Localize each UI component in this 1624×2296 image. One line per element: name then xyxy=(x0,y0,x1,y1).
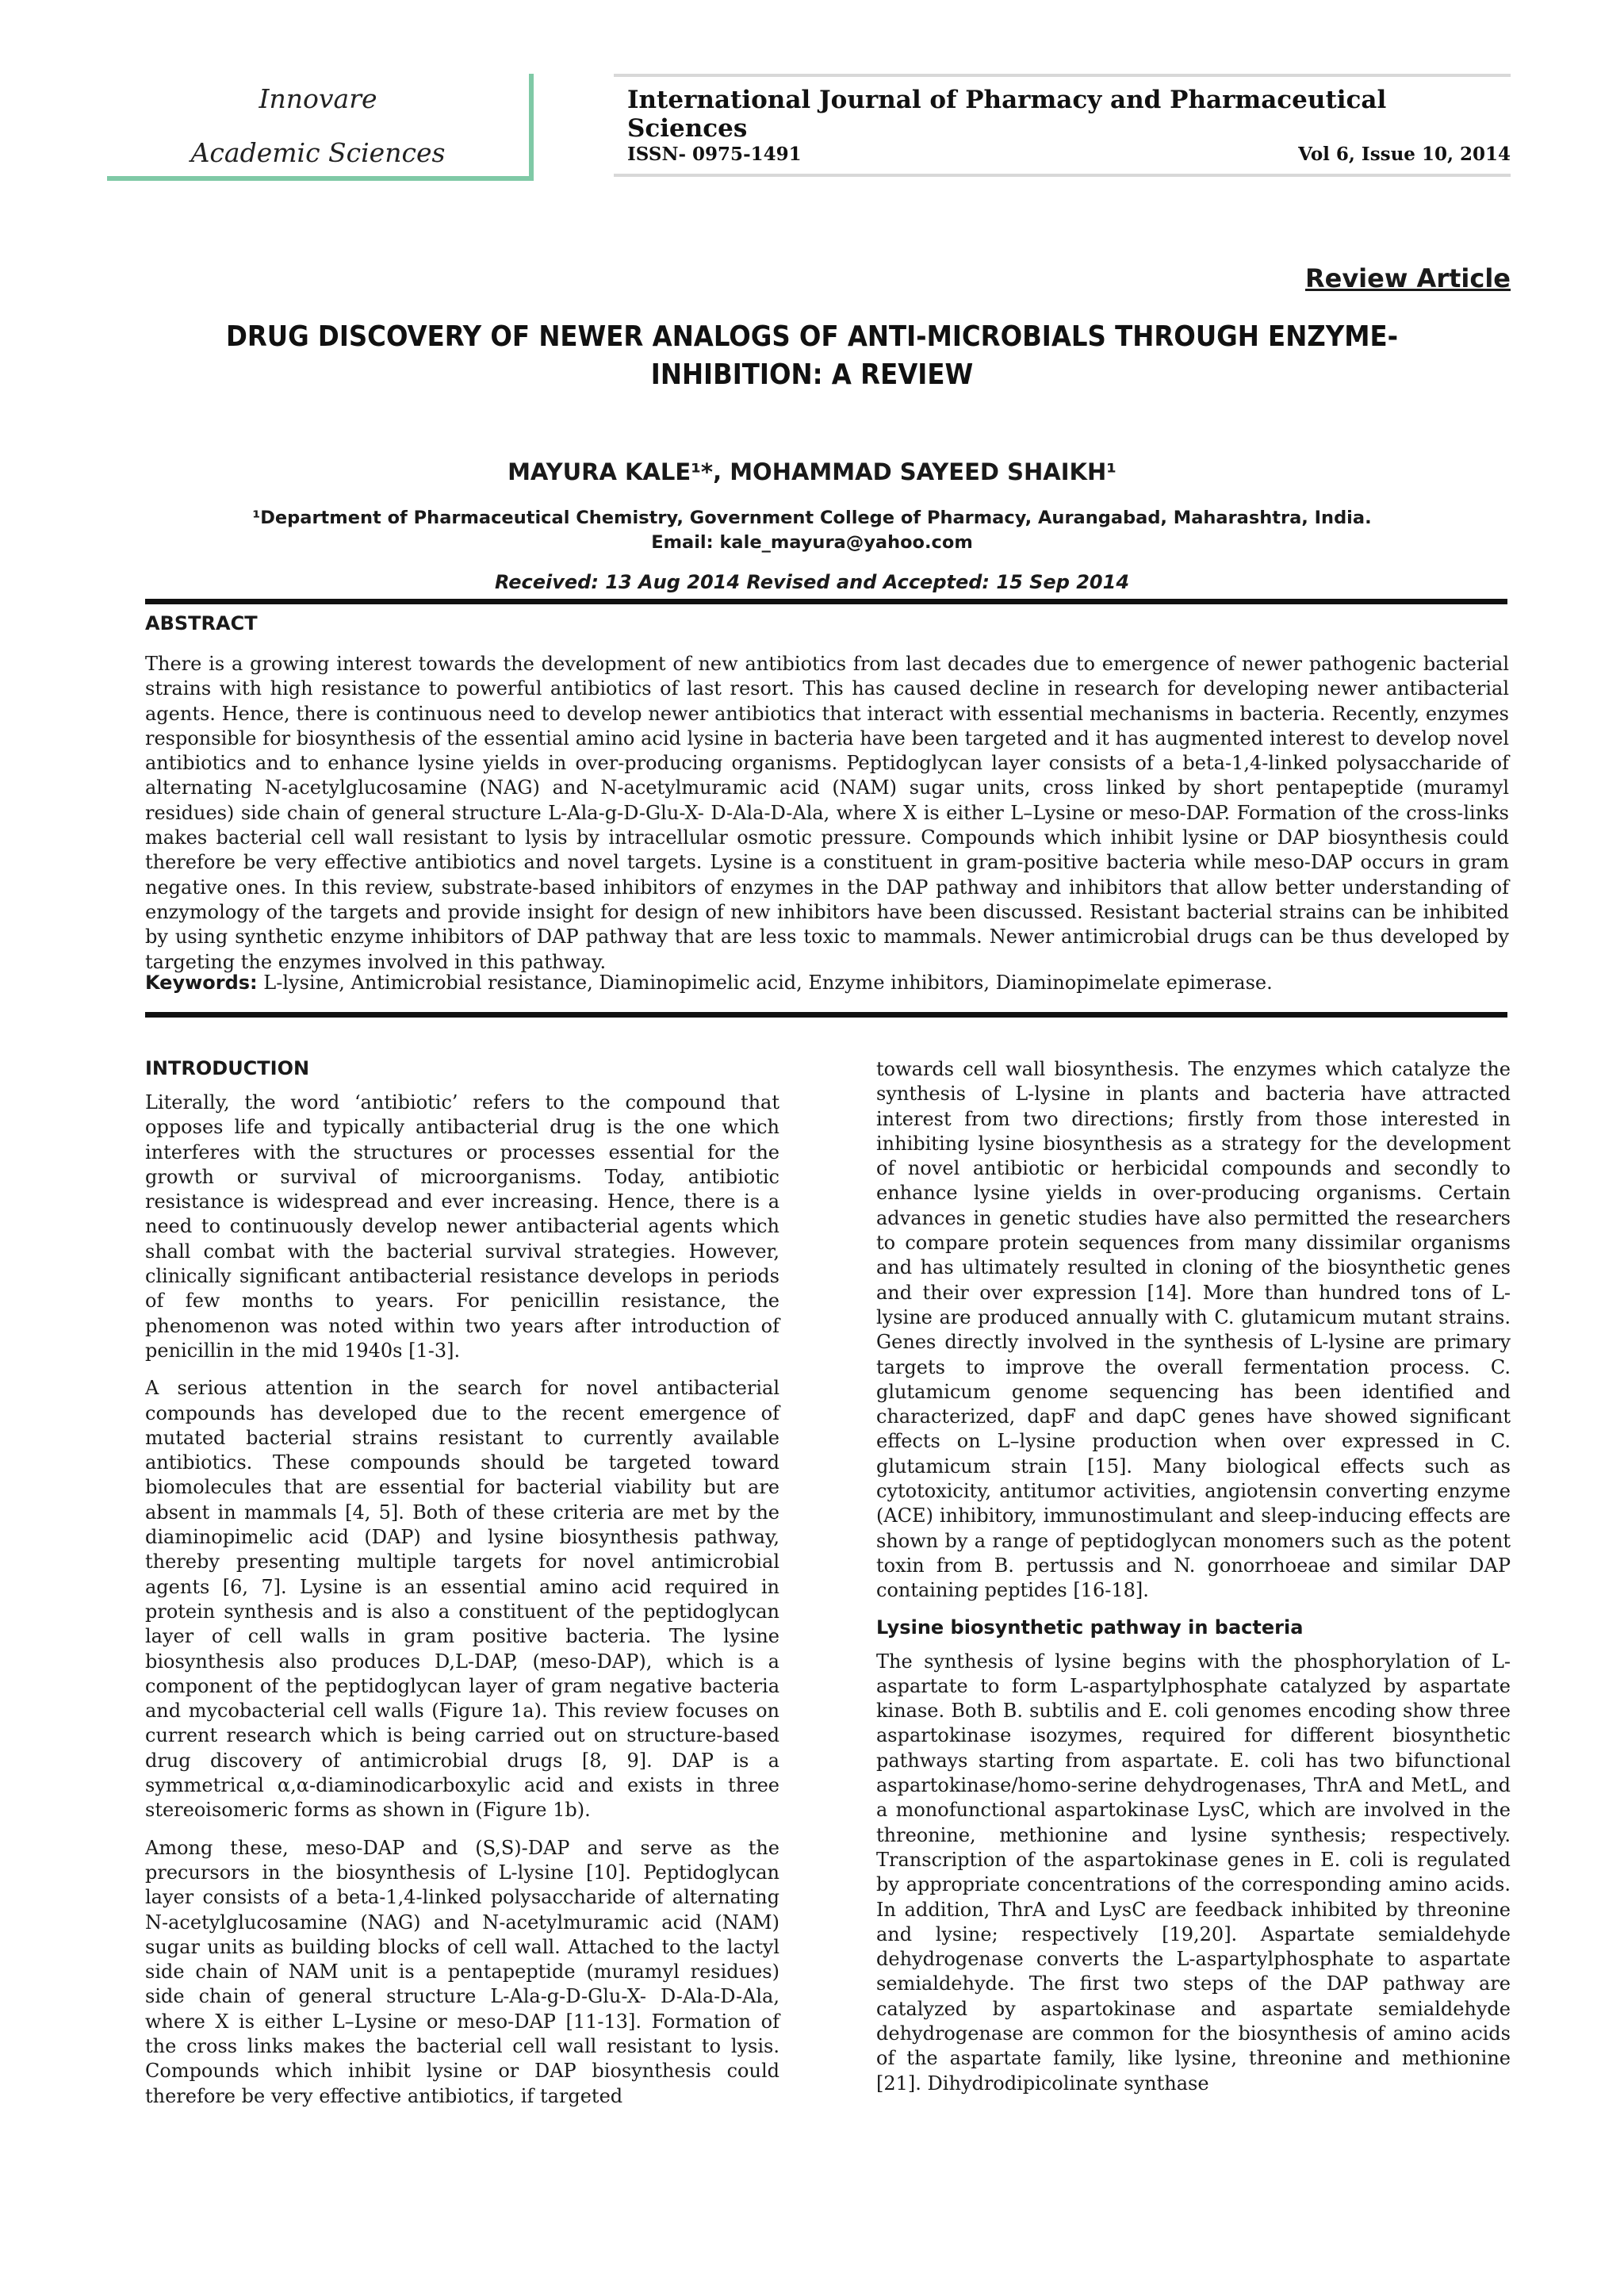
keywords-label: Keywords: xyxy=(145,972,258,994)
publisher-logo xyxy=(107,74,534,181)
publisher-name-line1: Innovare xyxy=(259,83,377,114)
keywords-list: L-lysine, Antimicrobial resistance, Diaminopimelic acid, Enzyme inhibitors, Diaminopimelate epimerase. xyxy=(263,972,1273,994)
body-left-column xyxy=(145,1057,779,2122)
publisher-name-line2: Academic Sciences xyxy=(190,137,446,168)
lysine-pathway-paragraph: The synthesis of lysine begins with the phosphorylation of L-aspartate to form L-aspartylphosphate catalyzed by aspartate kinase. Both B. subtilis and E. coli genomes encoding show three aspartokinase isozymes, required for different biosynthetic pathways starting from aspartate. E. coli has two bifunctional aspartokinase/homo-serine dehydrogenases, ThrA and MetL, and a monofunctional aspartokinase LysC, which are involved in the threonine, methionine and lysine synthesis; respectively. Transcription of the aspartokinase genes in E. coli is regulated by appropriate concentrations of the corresponding amino acids. In addition, ThrA and LysC are feedback inhibited by threonine and lysine; respectively [19,20]. Aspartate semialdehyde dehydrogenase converts the L-aspartylphosphate to aspartate semialdehyde. The first two steps of the DAP pathway are catalyzed by aspartokinase and aspartate semialdehyde dehydrogenase are common for the biosynthesis of amino acids of the aspartate family, like lysine, threonine and methionine [21]. Dihydrodipicolinate synthase xyxy=(876,1650,1511,2095)
article-title: DRUG DISCOVERY OF NEWER ANALOGS OF ANTI-MICROBIALS THROUGH ENZYME-INHIBITION: A REVIEW xyxy=(225,320,1399,391)
article-type: Review Article xyxy=(1304,263,1511,293)
introduction-heading: INTRODUCTION xyxy=(145,1057,310,1079)
intro-paragraph-1: Literally, the word ‘antibiotic’ refers to the compound that opposes life and typically antibacterial drug is the one which interferes with the structures or processes essential for the growth or survival of microorganisms. Today, antibiotic resistance is widespread and ever increasing. Hence, there is a need to continuously develop newer antibacterial agents which shall combat with the bacterial survival strategies. However, clinically significant antibacterial resistance develops in periods of few months to years. For penicillin resistance, the phenomenon was noted within two years after introduction of penicillin in the mid 1940s [1-3]. xyxy=(145,1091,779,1362)
author-affiliation xyxy=(119,506,1505,555)
intro-paragraph-4: towards cell wall biosynthesis. The enzymes which catalyze the synthesis of L-lysine in plants and bacteria have attracted interest from two directions; firstly from those interested in inhibiting lysine biosynthesis as a strategy for the development of novel antibiotic or herbicidal compounds and secondly to enhance lysine yields in over-producing organisms. Certain advances in genetic studies have also permitted the researchers to compare protein sequences from many dissimilar organisms and has ultimately resulted in cloning of the biosynthetic genes and their over expression [14]. More than hundred tons of L-lysine are produced annually with C. glutamicum mutant strains. Genes directly involved in the synthesis of L-lysine are primary targets to improve the overall fermentation process. C. glutamicum genome sequencing has been identified and characterized, dapF and dapC genes have showed significant effects on L–lysine production when over expressed in C. glutamicum strain [15]. Many biological effects such as cytotoxicity, antitumor activities, angiotensin converting enzyme (ACE) inhibitory, immunostimulant and sleep-inducing effects are shown by a range of peptidoglycan monomers such as the potent toxin from B. pertussis and N. gonorrhoeae and similar DAP containing peptides [16-18]. xyxy=(876,1058,1511,1602)
author-email: Email: kale_mayura@yahoo.com xyxy=(651,532,973,553)
affiliation-text: ¹Department of Pharmaceutical Chemistry, Government College of Pharmacy, Aurangabad, Maharashtra, India. xyxy=(252,508,1372,528)
abstract-heading: ABSTRACT xyxy=(145,612,258,634)
header-rule-bottom xyxy=(614,174,1511,177)
header-rule-top xyxy=(614,74,1511,77)
journal-volume: Vol 6, Issue 10, 2014 xyxy=(1298,144,1511,165)
article-dates: Received: 13 Aug 2014 Revised and Accepted: 15 Sep 2014 xyxy=(494,571,1130,593)
abstract-text: There is a growing interest towards the development of new antibiotics from last decades due to emergence of newer pathogenic bacterial strains with high resistance to powerful antibiotics of last resort. This has caused decline in research for developing newer antibacterial agents. Hence, there is continuous need to develop newer antibiotics that interact with essential mechanisms in bacteria. Recently, enzymes responsible for biosynthesis of the essential amino acid lysine in bacteria have been targeted and it has augmented interest to develop novel antibiotics and to enhance lysine yields in over-producing organisms. Peptidoglycan layer consists of a beta-1,4-linked polysaccharide of alternating N-acetylglucosamine (NAG) and N-acetylmuramic acid (NAM) sugar units, cross linked by short pentapeptide (muramyl residues) side chain of general structure L-Ala-g-D-Glu-X- D-Ala-D-Ala, where X is either L–Lysine or meso-DAP. Formation of the cross-links makes bacterial cell wall resistant to lysis by intracellular osmotic pressure. Compounds which inhibit lysine or DAP biosynthesis could therefore be very effective antibiotics and novel targets. Lysine is a constituent in gram-positive bacteria while meso-DAP occurs in gram negative ones. In this review, substrate-based inhibitors of enzymes in the DAP pathway and inhibitors that allow better understanding of enzymology of the targets and provide insight for design of new inhibitors have been discussed. Resistant bacterial strains can be inhibited by using synthetic enzyme inhibitors of DAP pathway that are less toxic to mammals. Newer antimicrobial drugs can be thus developed by targeting the enzymes involved in this pathway. xyxy=(145,653,1509,973)
intro-paragraph-2: A serious attention in the search for novel antibacterial compounds has developed due to the recent emergence of mutated bacterial strains resistant to currently available antibiotics. These compounds should be targeted toward biomolecules that are essential for bacterial viability but are absent in mammals [4, 5]. Both of these criteria are met by the diaminopimelic acid (DAP) and lysine biosynthesis pathway, thereby presenting multiple targets for novel antimicrobial agents [6, 7]. Lysine is an essential amino acid required in protein synthesis and is also a constituent of the peptidoglycan layer of cell walls in gram positive bacteria. The lysine biosynthesis also produces D,L-DAP, (meso-DAP), which is a component of the peptidoglycan layer of gram negative bacteria and mycobacterial cell walls (Figure 1a). This review focuses on current research which is being carried out on structure-based drug discovery of antimicrobial drugs [8, 9]. DAP is a symmetrical α,α-diaminodicarboxylic acid and exists in three stereoisomeric forms as shown in (Figure 1b). xyxy=(145,1377,779,1822)
keywords xyxy=(145,972,1509,994)
abstract-rule-bottom xyxy=(145,1012,1507,1018)
journal-title: International Journal of Pharmacy and Pharmaceutical Sciences xyxy=(627,86,1387,143)
article-authors: MAYURA KALE¹*, MOHAMMAD SAYEED SHAIKH¹ xyxy=(508,458,1116,485)
body-right-column xyxy=(876,1057,1511,2109)
abstract-rule-top xyxy=(145,599,1507,604)
lysine-pathway-heading: Lysine biosynthetic pathway in bacteria xyxy=(876,1616,1304,1639)
intro-paragraph-3: Among these, meso-DAP and (S,S)-DAP and serve as the precursors in the biosynthesis of L-lysine [10]. Peptidoglycan layer consists of a beta-1,4-linked polysaccharide of alternating N-acetylglucosamine (NAG) and N-acetylmuramic acid (NAM) sugar units as building blocks of cell wall. Attached to the lactyl side chain of NAM unit is a pentapeptide (muramyl residues) side chain of general structure L-Ala-g-D-Glu-X- D-Ala-D-Ala, where X is either L–Lysine or meso-DAP [11-13]. Formation of the cross links makes the bacterial cell wall resistant to lysis. Compounds which inhibit lysine or DAP biosynthesis could therefore be very effective antibiotics, if targeted xyxy=(145,1836,779,2107)
journal-issn: ISSN- 0975-1491 xyxy=(627,144,802,165)
